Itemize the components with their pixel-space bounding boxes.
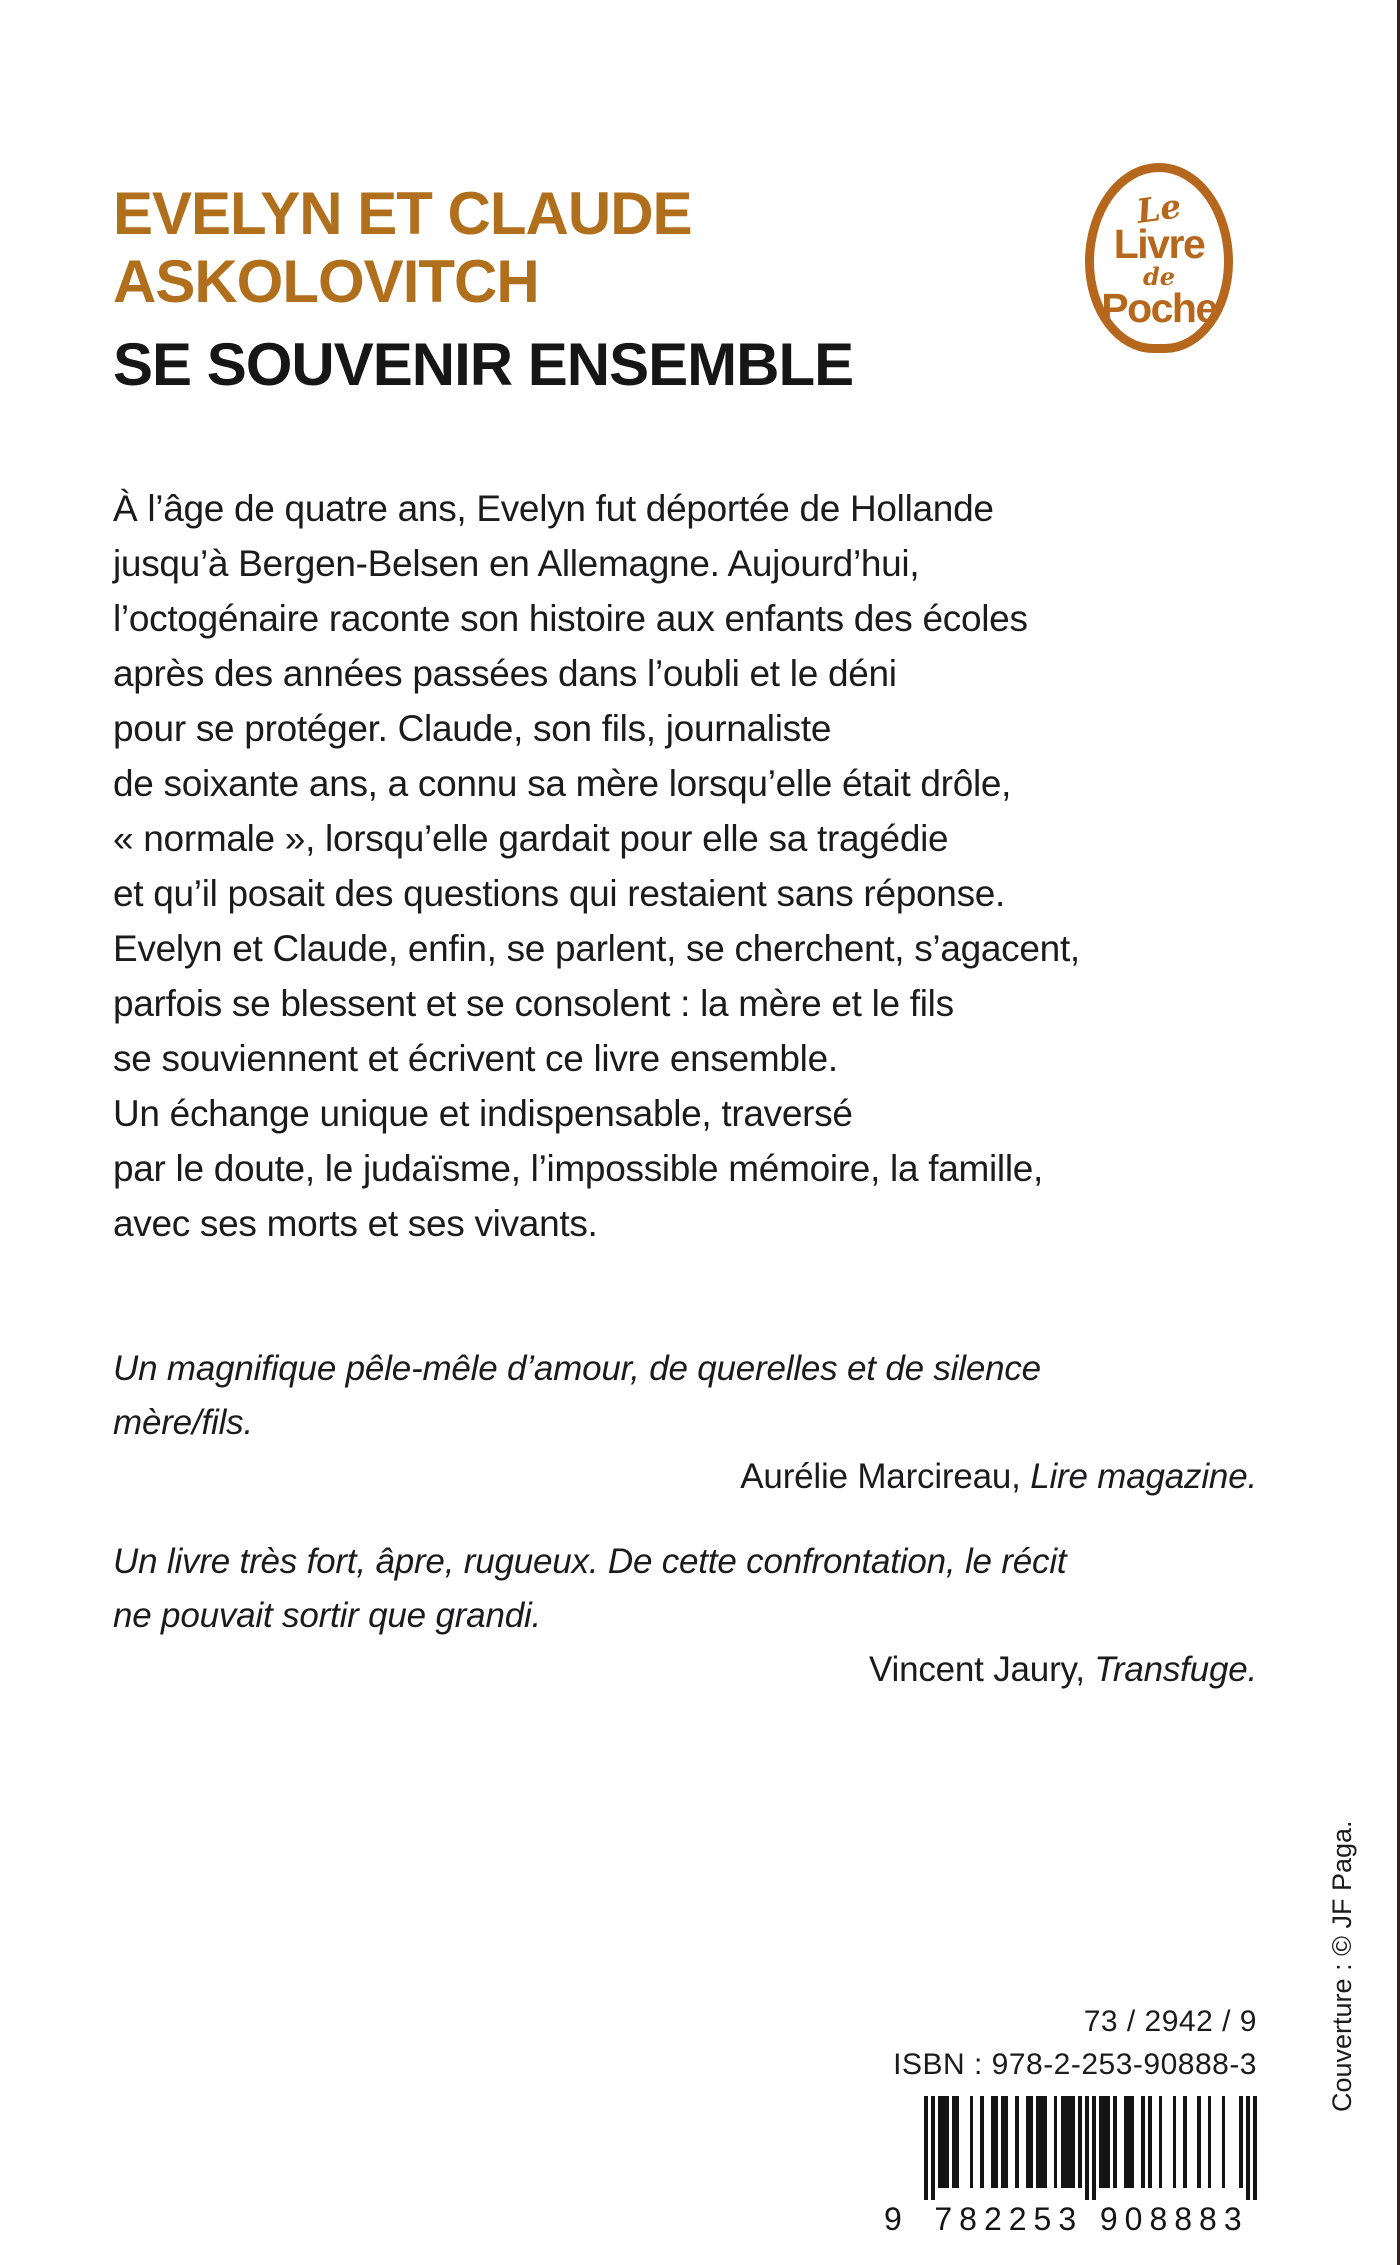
press-quote-1	[113, 1342, 1257, 1504]
logo-word-le: Le	[1134, 186, 1184, 231]
barcode-digit-group2: 908883	[1099, 2201, 1249, 2237]
text-line: pour se protéger. Claude, son fils, journaliste	[113, 708, 832, 749]
text-line: se souviennent et écrivent ce livre ensemble.	[113, 1038, 838, 1079]
livre-de-poche-logo	[1085, 163, 1233, 353]
logo-word-livre: Livre	[1113, 221, 1205, 267]
text-line: « normale », lorsqu’elle gardait pour elle sa tragédie	[113, 818, 949, 859]
quote-1-attribution-name: Aurélie Marcireau,	[740, 1457, 1031, 1496]
quote-2-text	[113, 1535, 1257, 1643]
isbn-number: ISBN : 978-2-253-90888-3	[893, 2048, 1257, 2081]
text-line: Un livre très fort, âpre, rugueux. De cette confrontation, le récit	[113, 1542, 1067, 1581]
text-line: À l’âge de quatre ans, Evelyn fut déportée de Hollande	[113, 488, 994, 529]
quote-1-text	[113, 1342, 1257, 1450]
print-code: 73 / 2942 / 9	[1083, 2005, 1257, 2038]
barcode-digit-lead: 9	[884, 2201, 902, 2237]
logo-word-poche: Poche	[1101, 285, 1217, 331]
quote-2-attribution	[113, 1643, 1257, 1697]
text-line: mère/fils.	[113, 1403, 253, 1442]
text-line: Un magnifique pêle-mêle d’amour, de querelles et de silence	[113, 1349, 1041, 1388]
footer-codes	[884, 2000, 1257, 2237]
quote-2-attribution-name: Vincent Jaury,	[869, 1650, 1095, 1689]
quote-1-attribution-source: Lire magazine.	[1030, 1457, 1257, 1496]
barcode-bars	[924, 2096, 1257, 2200]
author-name-line2: ASKOLOVITCH	[113, 248, 539, 315]
cover-photo-credit: Couverture : © JF Paga.	[1327, 1820, 1357, 2112]
text-line: de soixante ans, a connu sa mère lorsqu’elle était drôle,	[113, 763, 1012, 804]
text-line: par le doute, le judaïsme, l’impossible mémoire, la famille,	[113, 1148, 1044, 1189]
text-line: et qu’il posait des questions qui restaient sans réponse.	[113, 873, 1006, 914]
barcode-module	[1253, 2096, 1257, 2200]
press-quote-2	[113, 1535, 1257, 1697]
barcode-digits	[884, 2202, 1257, 2236]
text-line: l’octogénaire raconte son histoire aux enfants des écoles	[113, 598, 1028, 639]
text-line: avec ses morts et ses vivants.	[113, 1203, 598, 1244]
text-line: Un échange unique et indispensable, traversé	[113, 1093, 853, 1134]
author-name-line1: EVELYN ET CLAUDE	[113, 180, 692, 247]
text-line: ne pouvait sortir que grandi.	[113, 1596, 542, 1635]
press-quotes	[113, 1342, 1257, 1697]
barcode	[884, 2096, 1257, 2237]
text-line: jusqu’à Bergen-Belsen en Allemagne. Aujourd’hui,	[113, 543, 920, 584]
text-line: parfois se blessent et se consolent : la mère et le fils	[113, 983, 954, 1024]
text-line: après des années passées dans l’oubli et le déni	[113, 653, 897, 694]
synopsis-text	[113, 481, 1080, 1251]
text-line: Evelyn et Claude, enfin, se parlent, se cherchent, s’agacent,	[113, 928, 1080, 969]
book-title: SE SOUVENIR ENSEMBLE	[113, 331, 854, 398]
quote-2-attribution-source: Transfuge.	[1094, 1650, 1257, 1689]
logo-word-de: de	[1142, 262, 1176, 291]
quote-1-attribution	[113, 1450, 1257, 1504]
header	[113, 180, 853, 399]
barcode-digit-group1: 782253	[934, 2201, 1084, 2237]
